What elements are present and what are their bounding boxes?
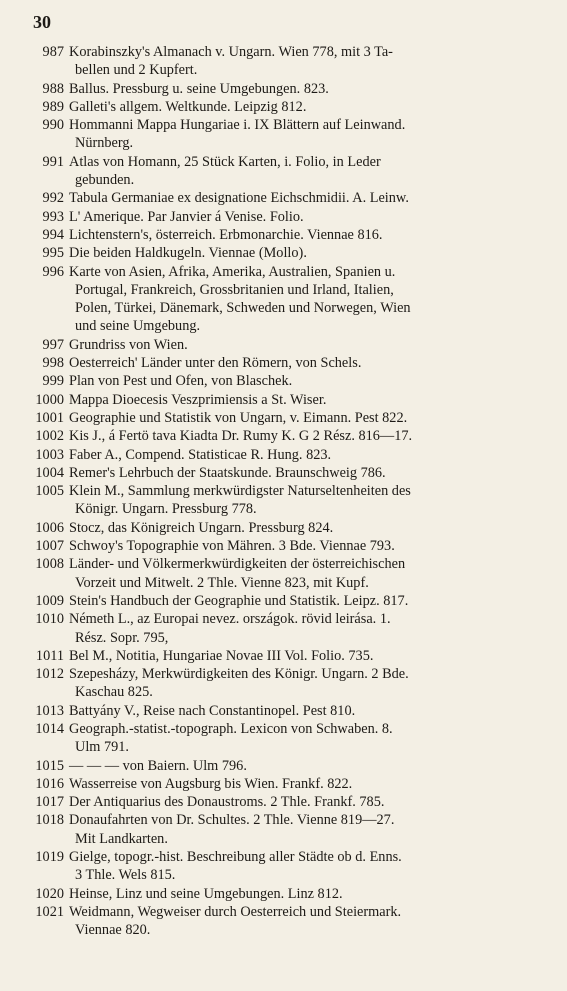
catalog-entry — [30, 409, 552, 427]
entry-number: 1007 — [35, 538, 64, 555]
entry-text — [69, 409, 552, 427]
entry-text — [69, 757, 552, 775]
entry-number: 1009 — [35, 592, 64, 609]
entry-text — [69, 592, 552, 610]
entry-text — [69, 720, 552, 757]
entry-number: 987 — [42, 44, 64, 60]
catalog-entry — [30, 757, 552, 775]
entry-line: Kis J., á Fertö tava Kiadta Dr. Rumy K. G 2 Rész. 816—17. — [69, 428, 413, 445]
entry-text — [69, 80, 552, 98]
entry-text — [69, 372, 552, 390]
entry-line: Atlas von Homann, 25 Stück Karten, i. Folio, in Leder — [69, 153, 381, 170]
entry-number: 1006 — [35, 519, 64, 536]
entry-continuation-line: Rész. Sopr. 795, — [75, 629, 169, 646]
entry-continuation-line: bellen und 2 Kupfert. — [75, 62, 198, 79]
entry-number: 995 — [42, 245, 64, 262]
entry-continuation-line: Mit Landkarten. — [75, 830, 168, 847]
entry-number: 1010 — [35, 611, 64, 628]
entry-text — [69, 263, 552, 336]
catalog-entry — [30, 446, 552, 464]
entry-line: Geographie und Statistik von Ungarn, v. Eimann. Pest 822. — [69, 409, 408, 426]
entry-text — [69, 811, 552, 848]
entry-number: 994 — [42, 226, 64, 243]
entry-number: 1002 — [35, 428, 64, 445]
entry-number: 1013 — [35, 702, 64, 719]
catalog-entry — [30, 903, 552, 940]
catalog-entry — [30, 555, 552, 592]
catalog-entry — [30, 226, 552, 244]
entry-text — [69, 519, 552, 537]
entry-number: 1001 — [35, 409, 64, 426]
catalog-entry — [30, 482, 552, 519]
catalog-entry — [30, 775, 552, 793]
entry-number: 1021 — [35, 903, 64, 920]
entry-text — [69, 354, 552, 372]
entry-text — [69, 665, 552, 702]
entry-number: 993 — [42, 208, 64, 225]
entry-number: 997 — [42, 336, 64, 353]
catalog-entry — [30, 98, 552, 116]
entry-text — [69, 610, 552, 647]
entry-text — [69, 848, 552, 885]
entry-continuation-line: Nürnberg. — [75, 135, 134, 152]
entry-line: Mappa Dioecesis Veszprimiensis a St. Wiser. — [69, 391, 327, 408]
entry-line: Remer's Lehrbuch der Staatskunde. Braunschweig 786. — [69, 464, 386, 481]
catalog-entry — [30, 519, 552, 537]
catalog-entry — [30, 464, 552, 482]
entry-text — [69, 775, 552, 793]
entry-line: Wasserreise von Augsburg bis Wien. Frankf. 822. — [69, 775, 353, 792]
entry-line: Heinse, Linz und seine Umgebungen. Linz 812. — [69, 885, 343, 902]
catalog-entry — [30, 354, 552, 372]
entry-line: Bel M., Notitia, Hungariae Novae III Vol. Folio. 735. — [69, 647, 374, 664]
entry-number: 1017 — [35, 794, 64, 811]
entry-text — [69, 153, 552, 190]
catalog-entry — [30, 372, 552, 390]
entry-text — [69, 98, 552, 116]
catalog-entry — [30, 848, 552, 885]
entry-number: 1011 — [35, 647, 64, 664]
entry-continuation-line: Portugal, Frankreich, Grossbritanien und Irland, Italien, — [75, 281, 394, 298]
entry-text — [69, 647, 552, 665]
entry-number: 989 — [42, 98, 64, 115]
entry-line: Tabula Germaniae ex designatione Eichschmidii. A. Leinw. — [69, 190, 409, 207]
entry-continuation-line: Viennae 820. — [75, 922, 151, 939]
entry-line: Länder- und Völkermerkwürdigkeiten der österreichischen — [69, 556, 406, 573]
entry-number: 1019 — [35, 849, 64, 866]
catalog-entry — [30, 244, 552, 262]
entry-text — [69, 702, 552, 720]
entry-number: 992 — [42, 190, 64, 207]
entry-line: Die beiden Haldkugeln. Viennae (Mollo). — [69, 245, 307, 262]
entry-number: 1016 — [35, 775, 64, 792]
entry-number: 1018 — [35, 812, 64, 829]
entry-continuation-line: Polen, Türkei, Dänemark, Schweden und Norwegen, Wien — [75, 300, 411, 317]
entry-line: Ballus. Pressburg u. seine Umgebungen. 823. — [69, 80, 329, 97]
entry-number: 991 — [42, 153, 64, 170]
page-number: 30 — [33, 12, 51, 32]
entry-number: 988 — [42, 80, 64, 97]
entry-text — [69, 189, 552, 207]
catalog-entry — [30, 537, 552, 555]
entry-line: Battyány V., Reise nach Constantinopel. Pest 810. — [69, 702, 356, 719]
catalog-entry — [30, 665, 552, 702]
entry-number: 1008 — [35, 556, 64, 573]
entry-number: 1020 — [35, 885, 64, 902]
catalog-entry — [30, 391, 552, 409]
entry-line: Galleti's allgem. Weltkunde. Leipzig 812. — [69, 98, 307, 115]
entry-text — [69, 427, 552, 445]
catalog-entry — [30, 153, 552, 190]
catalog-entry — [30, 610, 552, 647]
entry-text — [69, 43, 552, 80]
entry-continuation-line: Kaschau 825. — [75, 684, 153, 701]
entry-line: Németh L., az Europai nevez. országok. rövid leirása. 1. — [69, 611, 391, 628]
entry-text — [69, 226, 552, 244]
entry-line: Szepesházy, Merkwürdigkeiten des Königr. Ungarn. 2 Bde. — [69, 666, 409, 683]
entry-number: 996 — [42, 263, 64, 280]
entry-line: Plan von Pest und Ofen, von Blaschek. — [69, 373, 293, 390]
entry-line: Schwoy's Topographie von Mähren. 3 Bde. Viennae 793. — [69, 538, 395, 555]
catalog-entry — [30, 720, 552, 757]
catalog-entry — [30, 427, 552, 445]
catalog-entry — [30, 336, 552, 354]
entry-line: Oesterreich' Länder unter den Römern, von Schels. — [69, 355, 362, 372]
entry-text — [69, 555, 552, 592]
entry-text — [69, 116, 552, 153]
entry-text — [69, 903, 552, 940]
entry-line: Faber A., Compend. Statisticae R. Hung. 823. — [69, 446, 332, 463]
entry-number: 1015 — [35, 757, 64, 774]
entry-line: Stein's Handbuch der Geographie und Statistik. Leipz. 817. — [69, 592, 409, 609]
catalog-entry-list — [30, 43, 552, 940]
entry-number: 1012 — [35, 666, 64, 683]
entry-line: — — — von Baiern. Ulm 796. — [69, 757, 247, 774]
entry-line: Gielge, topogr.-hist. Beschreibung aller Städte ob d. Enns. — [69, 849, 402, 866]
entry-continuation-line: Ulm 791. — [75, 739, 130, 756]
entry-line: Korabinszky's Almanach v. Ungarn. Wien 778, mit 3 Ta- — [69, 44, 393, 60]
entry-number: 1003 — [35, 446, 64, 463]
entry-line: L' Amerique. Par Janvier á Venise. Folio. — [69, 208, 304, 225]
catalog-entry — [30, 811, 552, 848]
entry-text — [69, 208, 552, 226]
catalog-entry — [30, 189, 552, 207]
entry-line: Der Antiquarius des Donaustroms. 2 Thle. Frankf. 785. — [69, 794, 385, 811]
entry-number: 999 — [42, 373, 64, 390]
entry-continuation-line: Königr. Ungarn. Pressburg 778. — [75, 501, 257, 518]
entry-continuation-line: gebunden. — [75, 172, 135, 189]
entry-line: Donaufahrten von Dr. Schultes. 2 Thle. Vienne 819—27. — [69, 812, 395, 829]
entry-text — [69, 885, 552, 903]
entry-text — [69, 482, 552, 519]
entry-number: 990 — [42, 117, 64, 134]
entry-text — [69, 537, 552, 555]
entry-number: 1014 — [35, 720, 64, 737]
catalog-entry — [30, 116, 552, 153]
entry-text — [69, 336, 552, 354]
catalog-entry — [30, 702, 552, 720]
entry-text — [69, 391, 552, 409]
entry-line: Hommanni Mappa Hungariae i. IX Blättern auf Leinwand. — [69, 117, 406, 134]
entry-line: Karte von Asien, Afrika, Amerika, Australien, Spanien u. — [69, 263, 396, 280]
catalog-entry — [30, 885, 552, 903]
catalog-entry — [30, 647, 552, 665]
catalog-entry — [30, 793, 552, 811]
entry-line: Weidmann, Wegweiser durch Oesterreich und Steiermark. — [69, 903, 402, 920]
catalog-entry — [30, 592, 552, 610]
entry-line: Stocz, das Königreich Ungarn. Pressburg 824. — [69, 519, 334, 536]
entry-line: Klein M., Sammlung merkwürdigster Naturseltenheiten des — [69, 483, 411, 500]
entry-line: Lichtenstern's, österreich. Erbmonarchie. Viennae 816. — [69, 226, 383, 243]
entry-continuation-line: 3 Thle. Wels 815. — [75, 867, 176, 884]
entry-number: 1000 — [35, 391, 64, 408]
entry-text — [69, 464, 552, 482]
catalog-entry — [30, 263, 552, 336]
entry-continuation-line: und seine Umgebung. — [75, 318, 201, 335]
entry-text — [69, 793, 552, 811]
entry-number: 1004 — [35, 464, 64, 481]
entry-number: 998 — [42, 355, 64, 372]
entry-line: Geograph.-statist.-topograph. Lexicon von Schwaben. 8. — [69, 720, 393, 737]
entry-continuation-line: Vorzeit und Mitwelt. 2 Thle. Vienne 823, mit Kupf. — [75, 574, 369, 591]
catalog-entry — [30, 208, 552, 226]
entry-number: 1005 — [35, 483, 64, 500]
catalog-entry — [30, 80, 552, 98]
entry-text — [69, 244, 552, 262]
entry-line: Grundriss von Wien. — [69, 336, 188, 353]
catalog-entry — [30, 43, 552, 80]
entry-text — [69, 446, 552, 464]
